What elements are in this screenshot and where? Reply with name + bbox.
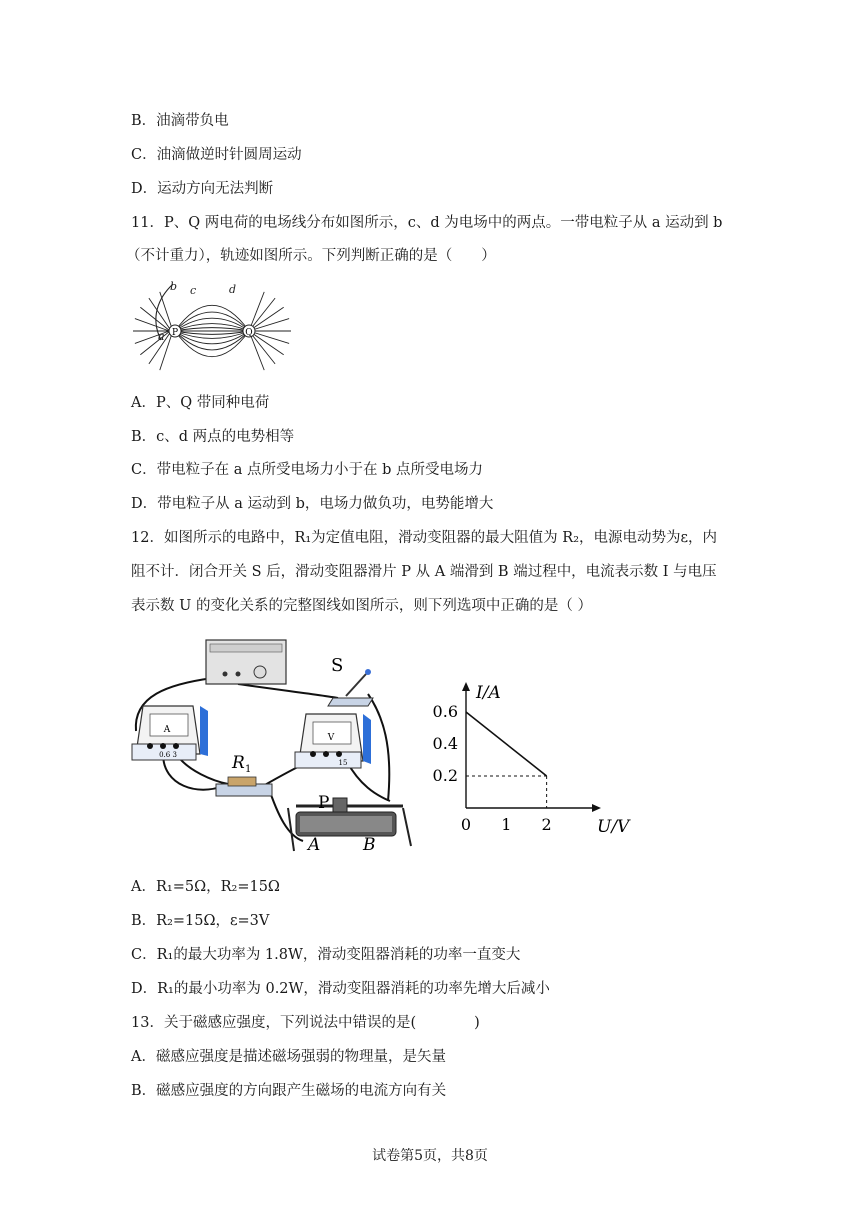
electric-field-figure — [128, 278, 298, 383]
point-b-label: b — [170, 280, 178, 293]
page-footer: 试卷第5页，共8页 — [372, 1148, 488, 1164]
circuit-figure — [128, 636, 418, 856]
option-13b: B．磁感应强度的方向跟产生磁场的电流方向有关 — [131, 1083, 447, 1099]
end-a-label: A — [308, 835, 321, 855]
charge-p-label: P — [171, 328, 179, 338]
option-10c: C．油滴做逆时针圆周运动 — [131, 147, 302, 163]
question-12-stem-cont2: 表示数 U 的变化关系的完整图线如图所示，则下列选项中正确的是（ ） — [131, 598, 593, 614]
option-11b: B．c、d 两点的电势相等 — [131, 429, 295, 445]
end-b-label: B — [363, 835, 376, 855]
x-axis-label: U/V — [597, 817, 630, 837]
y-tick-label: 0.4 — [432, 734, 458, 753]
field-line — [175, 312, 249, 331]
question-11-stem: 11．P、Q 两电荷的电场线分布如图所示，c、d 为电场中的两点。一带电粒子从 a 运动到 b — [131, 215, 723, 231]
voltmeter-letter: V — [327, 733, 335, 743]
option-12c: C．R₁的最大功率为 1.8W，滑动变阻器消耗的功率一直变大 — [131, 947, 521, 963]
y-axis-label: I/A — [476, 683, 501, 703]
series-line — [466, 712, 547, 776]
rheostat — [288, 798, 411, 851]
x-tick-label: 0 — [460, 815, 472, 834]
iu-graph — [420, 680, 630, 840]
option-11d: D．带电粒子从 a 运动到 b，电场力做负功，电势能增大 — [131, 496, 494, 512]
charge-q-label: Q — [245, 328, 253, 338]
option-10d: D．运动方向无法判断 — [131, 181, 274, 197]
x-axis-arrow — [592, 804, 601, 812]
field-line — [175, 331, 249, 334]
switch-label: S — [331, 655, 344, 676]
option-11a: A．P、Q 带同种电荷 — [131, 395, 270, 411]
field-line — [140, 331, 170, 355]
option-12b: B．R₂=15Ω，ε=3V — [131, 913, 270, 929]
option-12a: A．R₁=5Ω，R₂=15Ω — [131, 879, 280, 895]
y-tick-label: 0.2 — [432, 766, 458, 785]
question-12-stem-cont1: 阻不计．闭合开关 S 后，滑动变阻器滑片 P 从 A 端滑到 B 端过程中，电流表示数 I 与电压 — [131, 564, 717, 580]
option-12d: D．R₁的最小功率为 0.2W，滑动变阻器消耗的功率先增大后减小 — [131, 981, 550, 997]
x-tick-label: 2 — [541, 815, 552, 834]
y-axis-arrow — [462, 682, 470, 691]
power-supply — [206, 640, 286, 684]
field-line — [149, 298, 171, 331]
question-12-stem: 12．如图所示的电路中，R₁为定值电阻，滑动变阻器的最大阻值为 R₂，电源电动势为ε，内 — [131, 530, 718, 546]
option-13a: A．磁感应强度是描述磁场强弱的物理量，是矢量 — [131, 1049, 446, 1065]
option-11c: C．带电粒子在 a 点所受电场力小于在 b 点所受电场力 — [131, 462, 483, 478]
question-11-stem-cont: （不计重力），轨迹如图所示。下列判断正确的是（ ） — [126, 248, 496, 264]
point-a-label: a — [158, 330, 165, 343]
y-tick-label: 0.6 — [432, 702, 458, 721]
resistor-r1 — [216, 777, 272, 796]
field-line — [175, 331, 249, 350]
resistor-r1-sub: 1 — [245, 764, 252, 775]
resistor-r1-label: R — [232, 753, 245, 773]
field-line — [175, 328, 249, 331]
option-10b: B．油滴带负电 — [131, 113, 229, 129]
voltmeter-terminal: 15 — [338, 759, 348, 767]
point-c-label: c — [190, 284, 197, 297]
field-line — [140, 307, 170, 331]
ammeter-letter: A — [163, 725, 171, 735]
x-tick-label: 1 — [501, 815, 512, 834]
slider-p-label: P — [318, 793, 330, 813]
point-d-label: d — [229, 283, 237, 296]
ammeter-terminals: 0.6 3 — [159, 751, 177, 759]
question-13-stem: 13．关于磁感应强度，下列说法中错误的是( ) — [131, 1015, 480, 1031]
